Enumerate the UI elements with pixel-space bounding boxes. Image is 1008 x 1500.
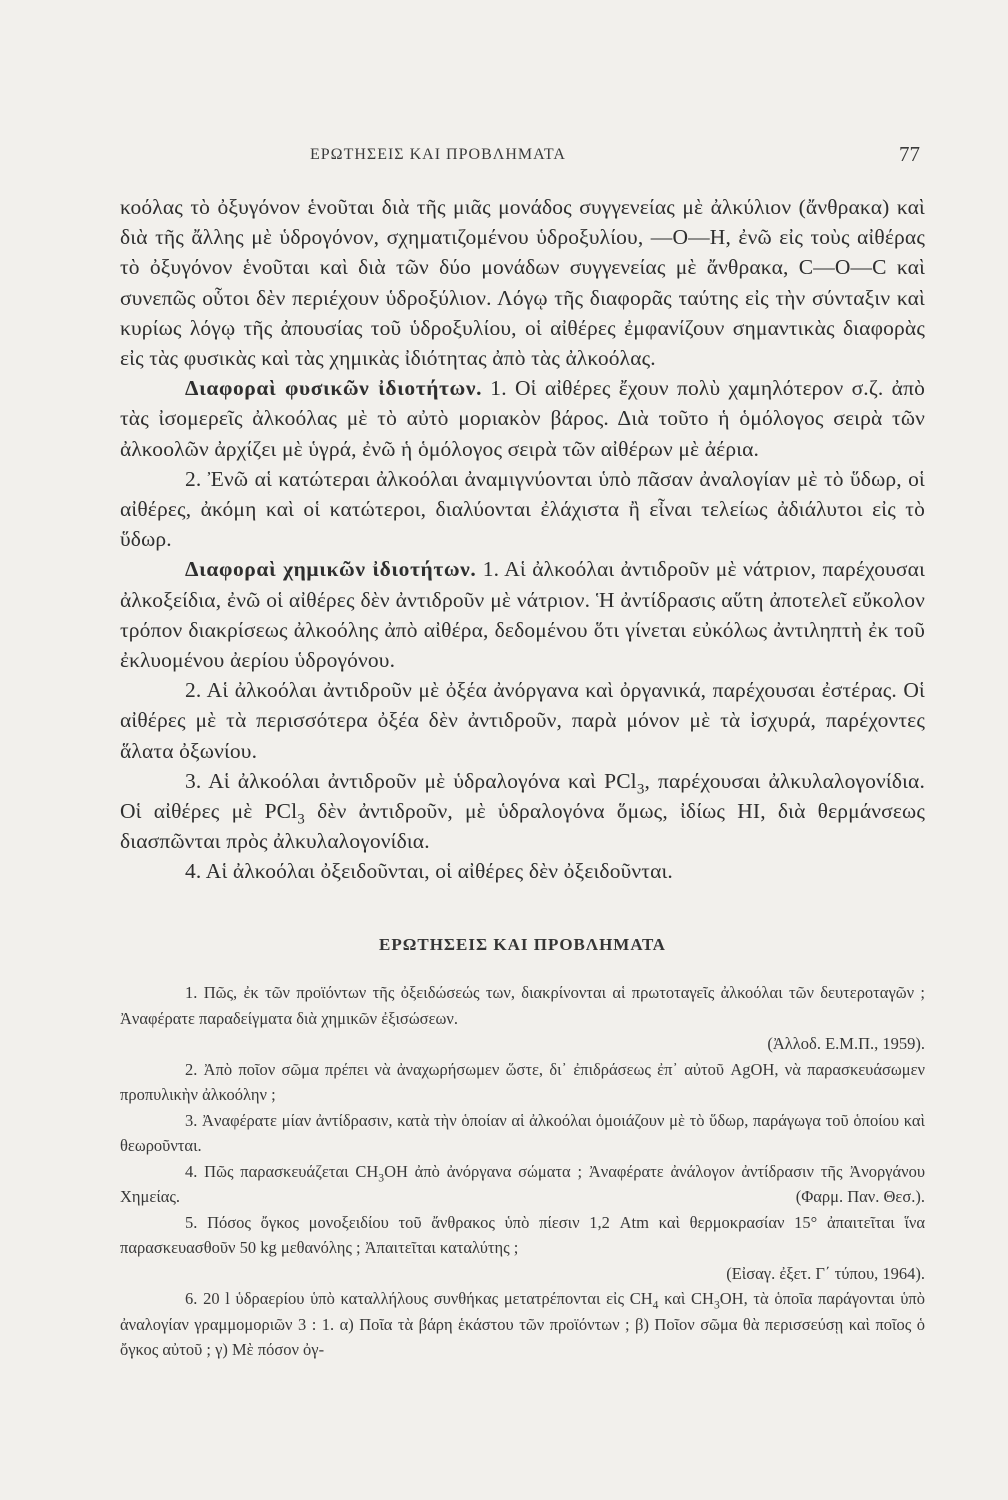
question-1-source: (Ἀλλοδ. Ε.Μ.Π., 1959). (767, 1034, 925, 1053)
physical-point-2: 2. Ἐνῶ αἱ κατώτεραι ἀλκοόλαι ἀναμιγνύονται ὑπὸ πᾶσαν ἀναλογίαν μὲ τὸ ὕδωρ, οἱ αἰθέρες, ἀκόμη καὶ οἱ κατώτεροι, διαλύονται ἐλάχιστα ἢ εἶναι τελείως ἀδιάλυτοι εἰς τὸ ὕδωρ. (120, 466, 925, 552)
chemical-point-3 (120, 766, 925, 857)
chemical-point-1: 1. Αἱ ἀλκοόλαι ἀντιδροῦν μὲ νάτριον, παρέχουσαι ἀλκοξείδια, ἐνῶ οἱ αἰθέρες δὲν ἀντιδροῦν μὲ νάτριον. Ἡ ἀντίδρασις αὕτη ἀποτελεῖ εὔκολον τρόπον διακρίσεως ἀλκοόλης ἀπὸ αἰθέρα, δεδομένου ὅτι γίνεται εὐκόλως ἀντιληπτὴ ἐκ τοῦ ἐκλυομένου ἀερίου ὑδρογόνου. (120, 557, 926, 673)
question-6 (120, 1286, 925, 1363)
physical-point-1: 1. Οἱ αἰθέρες ἔχουν πολὺ χαμηλότερον σ.ζ. ἀπὸ τὰς ἰσομερεῖς ἀλκοόλας μὲ τὸ αὐτὸ μοριακὸν βάρος. Διὰ τοῦτο ἡ ὁμόλογος σειρὰ τῶν ἀλκοολῶν ἀρχίζει μὲ ὑγρά, ἐνῶ ἡ ὁμόλογος σειρὰ τῶν αἰθέρων μὲ ἀέρια. (120, 376, 925, 461)
question-1: 1. Πῶς, ἐκ τῶν προϊόντων τῆς ὀξειδώσεώς των, διακρίνονται αἱ πρωτοταγεῖς ἀλκοόλαι τῶν δευτεροταγῶν ; Ἀναφέρατε παραδείγματα διὰ χημικῶν ἐξισώσεων. (120, 983, 925, 1028)
subscript: 3 (713, 1299, 720, 1312)
subscript: 3 (636, 781, 645, 798)
subscript: 3 (378, 1171, 385, 1184)
intro-paragraph: κοόλας τὸ ὀξυγόνον ἑνοῦται διὰ τῆς μιᾶς μονάδος συγγενείας μὲ ἀλκύλιον (ἄνθρακα) καὶ διὰ τῆς ἄλλης μὲ ὑδρογόνον, σχηματιζομένου ὑδροξυλίου, —Ο—Η, ἐνῶ εἰς τοὺς αἰθέρας τὸ ὀξυγόνον ἑνοῦται καὶ διὰ τῶν δύο μονάδων συγγενείας μὲ ἄνθρακα, C—O—C καὶ συνεπῶς οὗτοι δὲν περιέχουν ὑδροξύλιον. Λόγῳ τῆς διαφορᾶς ταύτης εἰς τὴν σύνταξιν καὶ κυρίως λόγῳ τῆς ἀπουσίας τοῦ ὑδροξυλίου, οἱ αἰθέρες ἐμφανίζουν σημαντικὰς διαφορὰς εἰς τὰς φυσικὰς καὶ τὰς χημικὰς ἰδιότητας ἀπὸ τὰς ἀλκοόλας. (120, 195, 925, 371)
chemical-point-2: 2. Αἱ ἀλκοόλαι ἀντιδροῦν μὲ ὀξέα ἀνόργανα καὶ ὀργανικά, παρέχουσαι ἐστέρας. Οἱ αἰθέρες μὲ τὰ περισσότερα ὀξέα δὲν ἀντιδροῦν, παρὰ μόνον μὲ τὰ ἰσχυρά, παρέχοντες ἅλατα ὀξωνίου. (120, 678, 925, 763)
physical-properties-paragraph (120, 373, 925, 464)
question-3: 3. Ἀναφέρατε μίαν ἀντίδρασιν, κατὰ τὴν ὁποίαν αἱ ἀλκοόλαι ὁμοιάζουν μὲ τὸ ὕδωρ, παράγωγα τοῦ ὁποίου καὶ θεωροῦνται. (120, 1110, 925, 1155)
question-5-source: (Εἰσαγ. ἐξετ. Γ΄ τύπου, 1964). (726, 1263, 925, 1283)
chemical-point-3-part-c: δὲν ἀντιδροῦν, μὲ ὑδραλογόνα ὅμως, ἰδίως HI, διὰ θερμάνσεως διασπῶνται πρὸς ἀλκυλαλογονίδια. (120, 799, 925, 854)
main-text (120, 192, 925, 887)
chemical-properties-heading: Διαφοραὶ χημικῶν ἰδιοτήτων. (185, 557, 477, 582)
question-5: 5. Πόσος ὄγκος μονοξειδίου τοῦ ἄνθρακος ὑπὸ πίεσιν 1,2 Atm καὶ θερμοκρασίαν 15° ἀπαιτεῖται ἵνα παρασκευασθοῦν 50 kg μεθανόλης ; Ἀπαιτεῖται καταλύτης ; (120, 1212, 925, 1257)
chemical-properties-paragraph (120, 554, 925, 675)
page-header (120, 142, 920, 172)
question-4-part-a: 4. Πῶς παρασκευάζεται CH (185, 1161, 379, 1181)
questions-list (120, 980, 925, 1363)
running-head: ΕΡΩΤΗΣΕΙΣ ΚΑΙ ΠΡΟΒΛΗΜΑΤΑ (310, 146, 566, 163)
question-4-part-b: OH ἀπὸ ἀνόργανα σώματα ; Ἀναφέρατε ἀνάλογον ἀντίδρασιν τῆς Ἀνοργάνου Χημείας. (120, 1161, 925, 1206)
question-6-part-c: OH, τὰ ὁποῖα παράγονται ὑπὸ ἀναλογίαν γραμμομοριῶν 3 : 1. α) Ποῖα τὰ βάρη ἑκάστου τῶν προϊόντων ; β) Ποῖον σῶμα θὰ περισσεύσῃ καὶ ποῖος ὁ ὄγκος αὐτοῦ ; γ) Μὲ πόσον ὀγ- (120, 1289, 925, 1359)
subscript: 3 (297, 811, 305, 828)
chemical-point-3-part-a: 3. Αἱ ἀλκοόλαι ἀντιδροῦν μὲ ὑδραλογόνα καὶ PCl (185, 768, 637, 793)
physical-properties-heading: Διαφοραὶ φυσικῶν ἰδιοτήτων. (185, 376, 483, 401)
question-2: 2. Ἀπὸ ποῖον σῶμα πρέπει νὰ ἀναχωρήσωμεν ὥστε, δι᾽ ἐπιδράσεως ἐπ᾽ αὐτοῦ AgOH, νὰ παρασκευάσωμεν προπυλικὴν ἀλκοόλην ; (120, 1059, 925, 1104)
question-6-part-a: 6. 20 l ὑδραερίου ὑπὸ καταλλήλους συνθήκας μετατρέπονται εἰς CH (185, 1289, 653, 1308)
chemical-point-4: 4. Αἱ ἀλκοόλαι ὀξειδοῦνται, οἱ αἰθέρες δὲν ὀξειδοῦνται. (185, 859, 673, 884)
chemical-point-3-part-b: , παρέχουσαι ἀλκυλαλογονίδια. Οἱ αἰθέρες μὲ PCl (120, 768, 925, 824)
question-6-part-b: καὶ CH (658, 1289, 714, 1308)
subscript: 4 (652, 1299, 659, 1312)
page-number: 77 (899, 142, 920, 166)
question-4 (120, 1159, 925, 1210)
questions-section-title: ΕΡΩΤΗΣΕΙΣ ΚΑΙ ΠΡΟΒΛΗΜΑΤΑ (379, 935, 666, 954)
question-4-source: (Φαρμ. Παν. Θεσ.). (795, 1187, 925, 1206)
